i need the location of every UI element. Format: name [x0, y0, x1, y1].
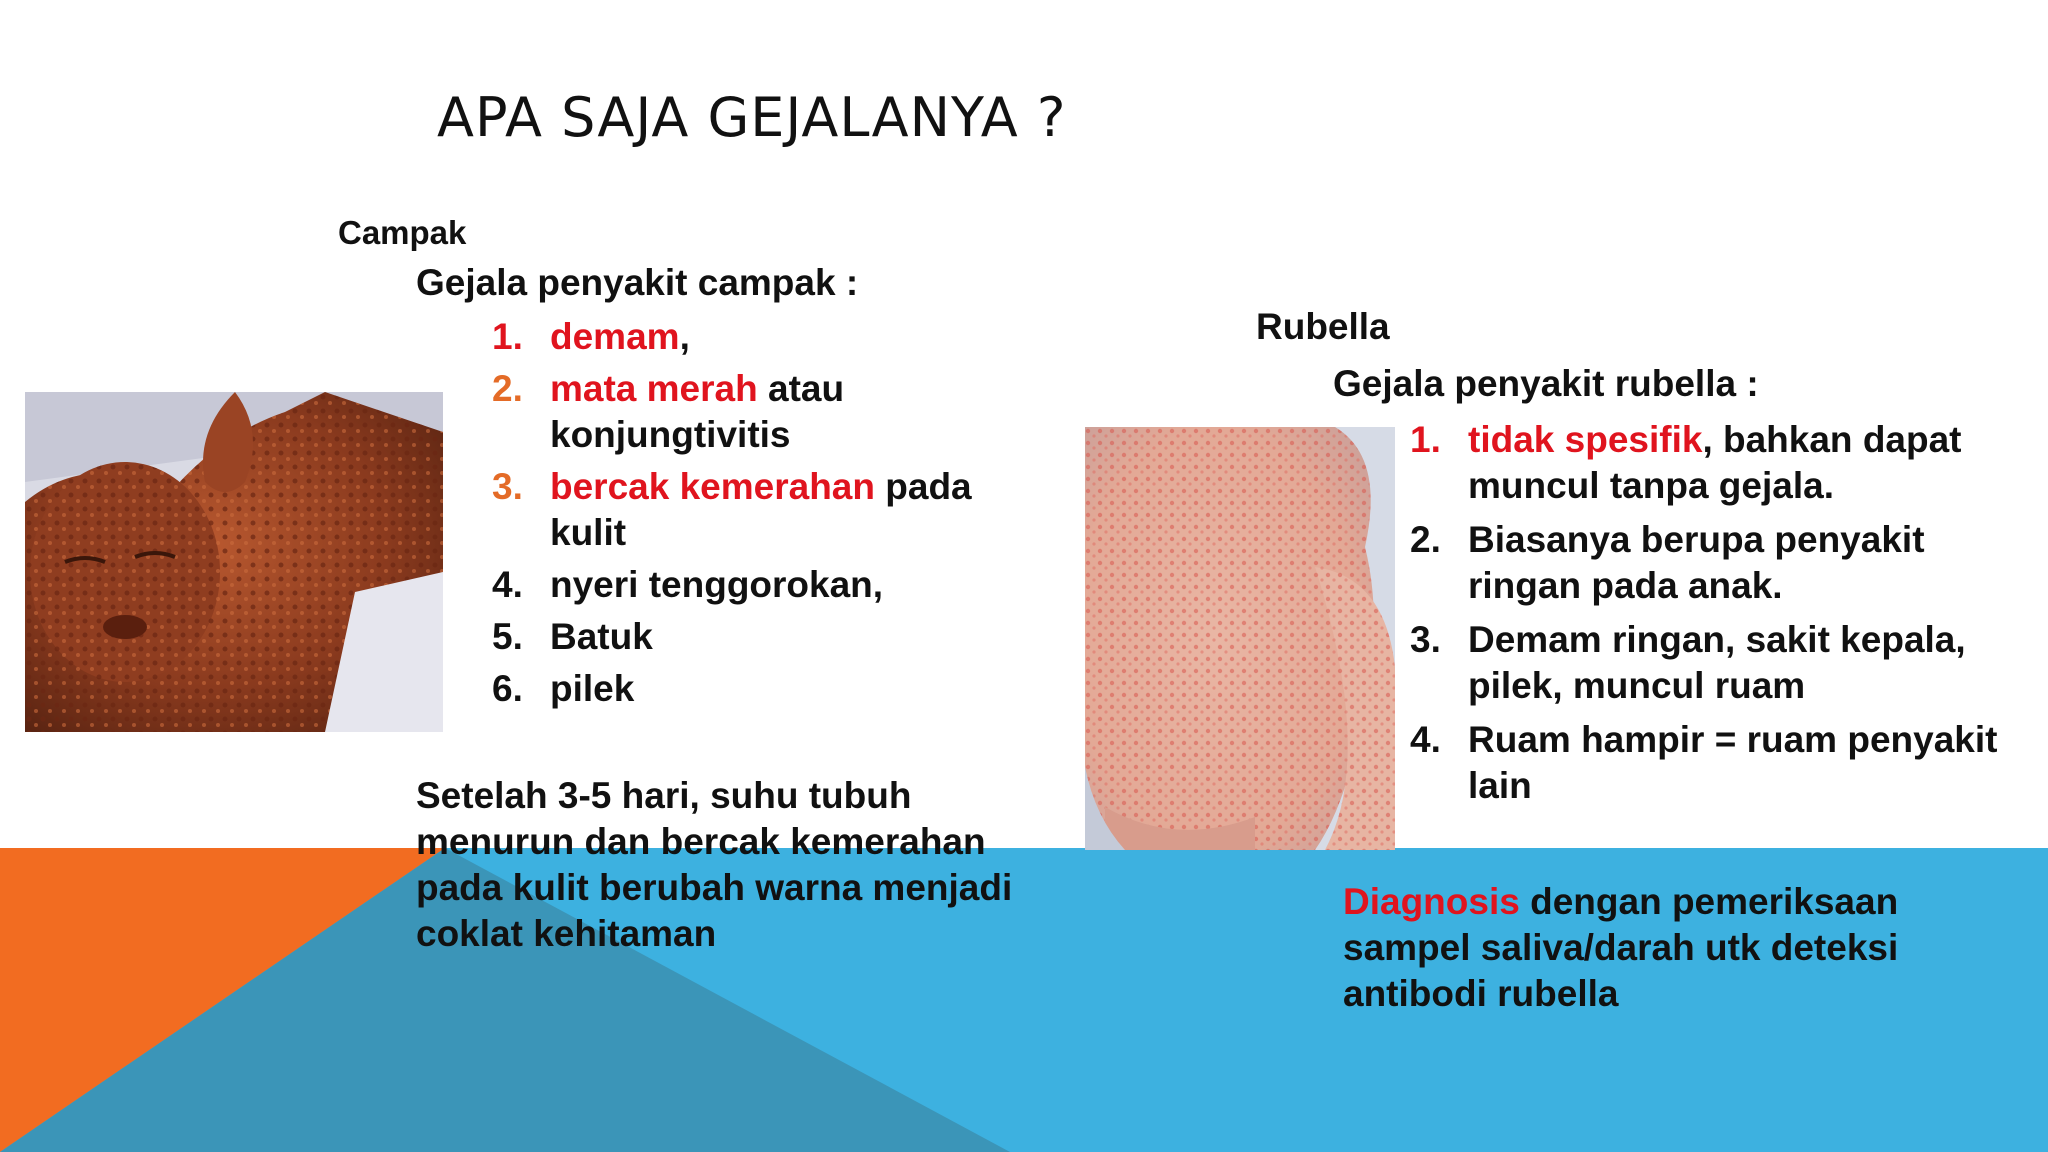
- campak-subtitle: Gejala penyakit campak :: [416, 262, 859, 303]
- rubella-symptom-1: [1410, 417, 2030, 509]
- symptom-text: pilek: [550, 668, 635, 709]
- diagnosis-highlight: Diagnosis: [1343, 881, 1520, 922]
- list-number: 4.: [492, 564, 523, 605]
- list-number: 3.: [1410, 619, 1441, 660]
- symptom-highlight: bercak kemerahan: [550, 466, 875, 507]
- symptom-highlight: demam: [550, 316, 680, 357]
- symptom-text: Demam ringan, sakit kepala, pilek, muncul ruam: [1468, 619, 1966, 706]
- campak-symptom-6: [492, 666, 1032, 712]
- list-number: 5.: [492, 616, 523, 657]
- symptom-text: ,: [679, 316, 690, 357]
- symptom-text: , bahkan dapat muncul tanpa gejala.: [1468, 419, 1962, 506]
- campak-label: Campak: [338, 214, 467, 251]
- rubella-photo: [1085, 427, 1395, 850]
- rubella-symptom-3: [1410, 617, 2030, 709]
- campak-symptom-4: [492, 562, 1032, 608]
- list-number: 1.: [1410, 419, 1441, 460]
- rubella-diagnosis-text: [1343, 879, 1983, 1017]
- campak-symptom-list: [492, 314, 1032, 718]
- diagnosis-text: dengan pemeriksaan sampel saliva/darah utk deteksi antibodi rubella: [1343, 881, 1899, 1014]
- symptom-text: Batuk: [550, 616, 653, 657]
- rubella-symptom-2: [1410, 517, 2030, 609]
- symptom-text: Ruam hampir = ruam penyakit lain: [1468, 719, 1998, 806]
- campak-symptom-1: [492, 314, 1032, 360]
- rubella-symptom-list: [1410, 417, 2030, 817]
- campak-after-text: Setelah 3-5 hari, suhu tubuh menurun dan bercak kemerahan pada kulit berubah warna menjadi coklat kehitaman: [416, 775, 1013, 954]
- rubella-subtitle: Gejala penyakit rubella :: [1333, 363, 1759, 404]
- list-number: 2.: [492, 368, 523, 409]
- symptom-text: pada kulit: [550, 466, 972, 553]
- list-number: 3.: [492, 466, 523, 507]
- slide-title: APA SAJA GEJALANYA ?: [437, 86, 1067, 149]
- list-number: 6.: [492, 668, 523, 709]
- list-number: 2.: [1410, 519, 1441, 560]
- rubella-label: Rubella: [1256, 306, 1390, 347]
- symptom-text: Biasanya berupa penyakit ringan pada anak.: [1468, 519, 1925, 606]
- campak-symptom-2: [492, 366, 1032, 458]
- list-number: 1.: [492, 316, 523, 357]
- list-number: 4.: [1410, 719, 1441, 760]
- symptom-text: nyeri tenggorokan,: [550, 564, 884, 605]
- symptom-text: atau konjungtivitis: [550, 368, 845, 455]
- symptom-highlight: tidak spesifik: [1468, 419, 1703, 460]
- campak-photo: [25, 392, 443, 732]
- campak-symptom-5: [492, 614, 1032, 660]
- rubella-symptom-4: [1410, 717, 2030, 809]
- campak-symptom-3: [492, 464, 1032, 556]
- symptom-highlight: mata merah: [550, 368, 758, 409]
